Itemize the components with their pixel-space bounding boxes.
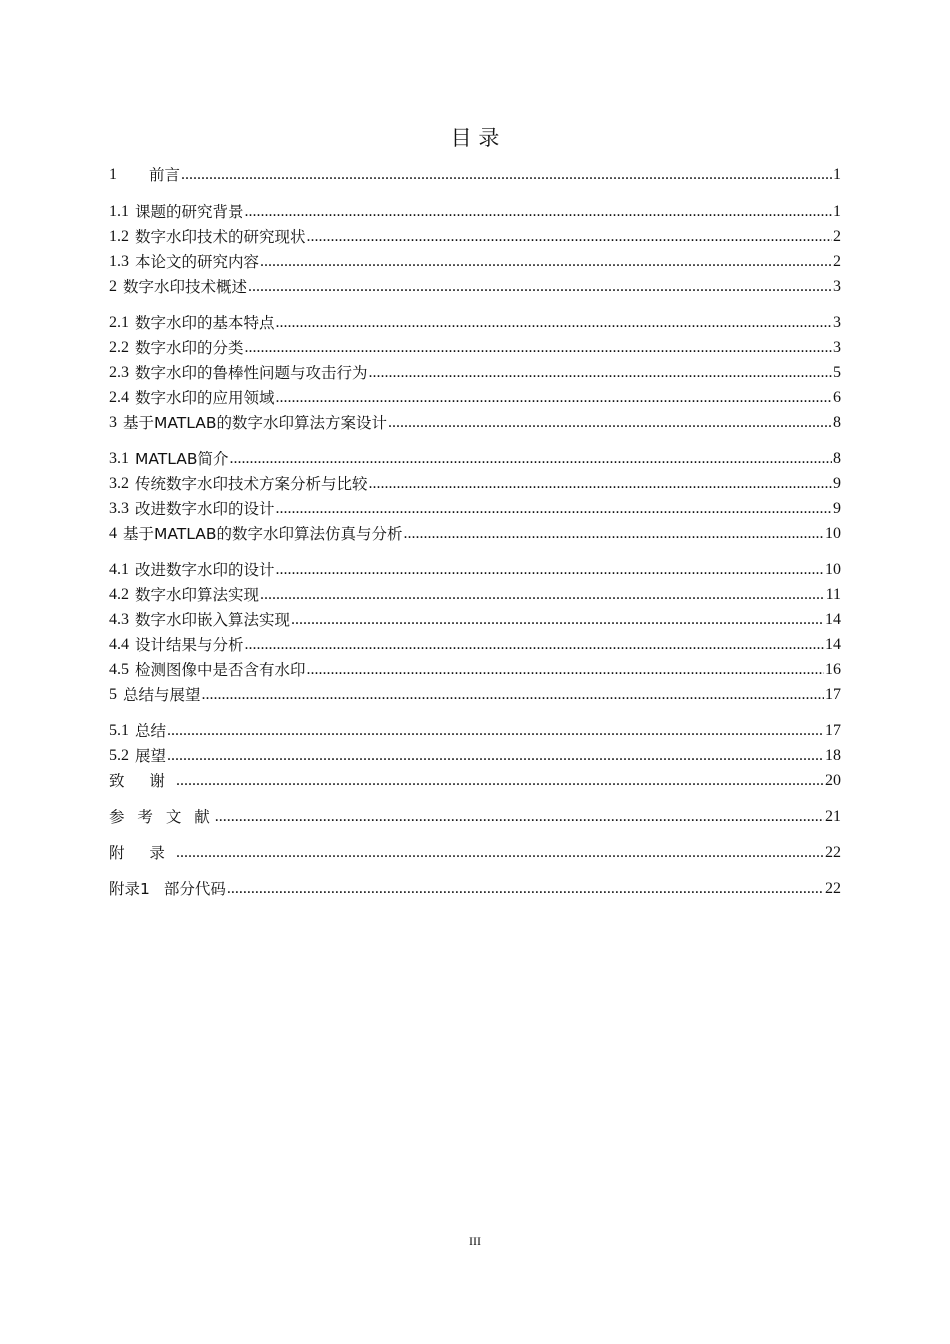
toc-entry-label: 数字水印的分类 [135,339,244,357]
toc-title-text: 目 录 [450,126,500,150]
toc-entry-section[interactable] [109,308,841,333]
toc-entry-label: 总结 [135,722,167,740]
toc-entry-label: 总结与展望 [123,686,201,704]
toc-leader-dots [388,413,832,433]
toc-leader-dots [276,560,824,580]
toc-leader-dots [181,165,832,185]
toc-entry-label: 数字水印技术概述 [123,278,248,296]
toc-entry-number: 1.1 [109,203,129,220]
toc-entry-label: 参 考 文 献 [109,808,214,826]
toc-entry-number: 3.1 [109,450,129,467]
toc-entry-label: 传统数字水印技术方案分析与比较 [135,475,368,493]
toc-leader-dots [369,363,832,383]
toc-entry-number: 2 [109,278,117,295]
toc-entry-number: 4.3 [109,611,129,628]
toc-entry-section[interactable] [109,444,841,469]
toc-leader-dots [167,746,824,766]
toc-leader-dots [176,843,824,863]
toc-leader-dots [260,252,832,272]
toc-entry-number: 5 [109,686,117,703]
toc-leader-dots [369,474,832,494]
toc-entry-number: 2.2 [109,339,129,356]
toc-leader-dots [202,685,824,705]
toc-entry-page: 9 [833,500,841,517]
toc-entry-appendix-1[interactable] [109,874,841,899]
toc-entry-page: 21 [825,808,841,825]
toc-entry-label: 本论文的研究内容 [135,253,260,271]
toc-entry-page: 8 [833,450,841,467]
toc-entry-label: 部分代码 [163,880,226,898]
toc-leader-dots [260,585,825,605]
toc-entry-number: 1 [109,166,117,183]
toc-entry-number: 3.3 [109,500,129,517]
toc-entry-section[interactable] [109,333,841,358]
toc-entry-label: 检测图像中是否含有水印 [135,661,306,679]
toc-entry-chapter-4[interactable] [109,519,841,544]
toc-entry-page: 6 [833,389,841,406]
toc-entry-number: 4 [109,525,117,542]
toc-entry-acknowledgements[interactable] [109,766,841,791]
toc-entry-label: MATLAB简介 [135,450,229,468]
toc-leader-dots [245,635,824,655]
toc-entry-section[interactable] [109,358,841,383]
toc-entry-label: 数字水印的应用领域 [135,389,275,407]
toc-entry-label: 展望 [135,747,167,765]
toc-entry-number: 4.1 [109,561,129,578]
toc-entry-chapter-3[interactable] [109,408,841,433]
toc-entry-page: 1 [833,203,841,220]
toc-entry-section[interactable] [109,494,841,519]
toc-entry-section[interactable] [109,655,841,680]
toc-entry-number: 附录1 [109,880,150,898]
toc-leader-dots [229,449,832,469]
toc-entry-page: 11 [825,586,841,603]
toc-entry-page: 9 [833,475,841,492]
toc-entry-label: 基于MATLAB的数字水印算法方案设计 [123,414,387,432]
toc-entry-page: 14 [825,611,841,628]
toc-entry-page: 10 [825,561,841,578]
toc-leader-dots [167,721,824,741]
toc-entry-number: 2.3 [109,364,129,381]
toc-leader-dots [276,499,832,519]
toc-entry-appendix[interactable] [109,838,841,863]
page-number-footer: III [469,1234,481,1248]
toc-entry-page: 16 [825,661,841,678]
toc-entry-number: 5.1 [109,722,129,739]
toc-leader-dots [245,338,832,358]
toc-entry-page: 22 [825,844,841,861]
toc-entry-page: 8 [833,414,841,431]
toc-entry-section[interactable] [109,197,841,222]
toc-entry-page: 3 [833,278,841,295]
toc-entry-chapter-5[interactable] [109,680,841,705]
toc-entry-page: 5 [833,364,841,381]
toc-entry-page: 3 [833,339,841,356]
toc-entry-number: 2.4 [109,389,129,406]
toc-entry-label: 数字水印的基本特点 [135,314,275,332]
toc-entry-section[interactable] [109,555,841,580]
toc-leader-dots [276,313,832,333]
toc-entry-section[interactable] [109,605,841,630]
toc-leader-dots [245,202,832,222]
toc-entry-section[interactable] [109,247,841,272]
toc-entry-label: 致 谢 [109,772,175,790]
toc-entry-page: 14 [825,636,841,653]
toc-leader-dots [307,660,824,680]
toc-entry-page: 2 [833,228,841,245]
toc-entry-page: 10 [825,525,841,542]
toc-entry-label: 数字水印嵌入算法实现 [135,611,291,629]
toc-entry-label: 基于MATLAB的数字水印算法仿真与分析 [123,525,403,543]
toc-entry-number: 5.2 [109,747,129,764]
toc-entry-page: 1 [833,166,841,183]
toc-entry-label: 课题的研究背景 [135,203,244,221]
toc-entry-page: 2 [833,253,841,270]
toc-entry-chapter-2[interactable] [109,272,841,297]
toc-entry-page: 17 [825,686,841,703]
toc-entry-section[interactable] [109,383,841,408]
toc-entry-label: 数字水印的鲁棒性问题与攻击行为 [135,364,368,382]
toc-entry-label: 设计结果与分析 [135,636,244,654]
toc-entry-number: 4.4 [109,636,129,653]
toc-entry-label: 前言 [149,166,181,184]
toc-leader-dots [276,388,832,408]
toc-entry-section[interactable] [109,741,841,766]
toc-entry-number: 1.2 [109,228,129,245]
toc-entry-section[interactable] [109,630,841,655]
toc-list [109,160,841,899]
toc-leader-dots [215,807,824,827]
toc-entry-number: 3.2 [109,475,129,492]
toc-leader-dots [248,277,832,297]
toc-entry-section[interactable] [109,580,841,605]
page-title [0,122,950,152]
toc-leader-dots [307,227,832,247]
toc-entry-label: 数字水印技术的研究现状 [135,228,306,246]
toc-entry-number: 4.5 [109,661,129,678]
toc-entry-label: 数字水印算法实现 [135,586,260,604]
toc-entry-page: 17 [825,722,841,739]
toc-entry-page: 18 [825,747,841,764]
toc-entry-page: 22 [825,880,841,897]
toc-entry-page: 20 [825,772,841,789]
toc-entry-page: 3 [833,314,841,331]
toc-leader-dots [176,771,824,791]
toc-entry-number: 4.2 [109,586,129,603]
toc-entry-label: 改进数字水印的设计 [135,500,275,518]
toc-entry-section[interactable] [109,222,841,247]
toc-entry-section[interactable] [109,469,841,494]
toc-entry-section[interactable] [109,716,841,741]
toc-leader-dots [403,524,824,544]
toc-entry-number: 2.1 [109,314,129,331]
toc-leader-dots [227,879,824,899]
toc-entry-chapter-1[interactable] [109,160,841,185]
toc-entry-number: 1.3 [109,253,129,270]
toc-entry-label: 附 录 [109,844,175,862]
toc-leader-dots [291,610,824,630]
toc-entry-number: 3 [109,414,117,431]
toc-entry-references[interactable] [109,802,841,827]
toc-entry-label: 改进数字水印的设计 [135,561,275,579]
